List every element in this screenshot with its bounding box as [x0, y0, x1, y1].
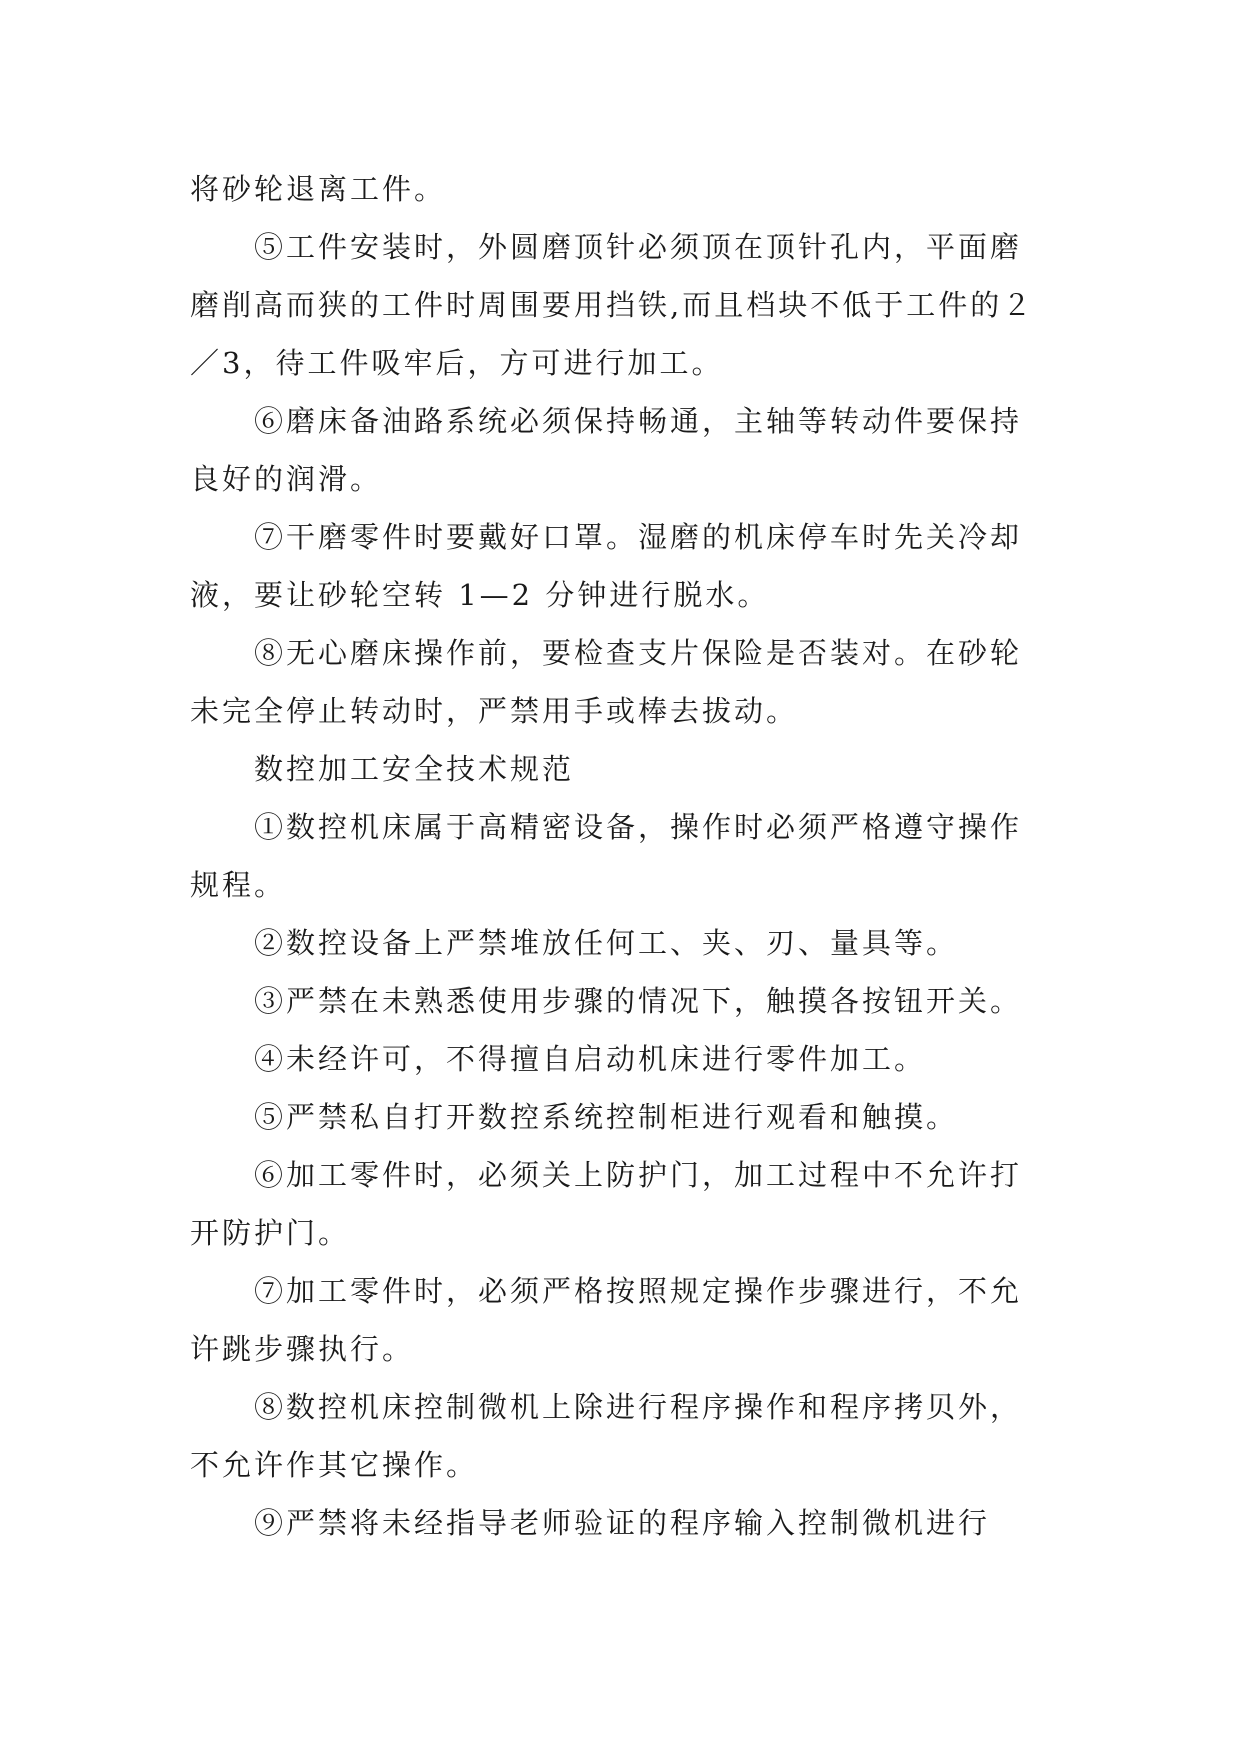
text-line: 许跳步骤执行。	[190, 1332, 415, 1366]
text-line: ⑦加工零件时，必须严格按照规定操作步骤进行，不允	[254, 1274, 1023, 1308]
text-line: 规程。	[190, 868, 287, 902]
text-line: ⑨严禁将未经指导老师验证的程序输入控制微机进行	[254, 1506, 991, 1540]
text-line: ⑥磨床备油路系统必须保持畅通，主轴等转动件要保持	[254, 404, 1023, 438]
text-line: 液，要让砂轮空转 1—2 分钟进行脱水。	[190, 578, 770, 612]
text-line: ③严禁在未熟悉使用步骤的情况下，触摸各按钮开关。	[254, 984, 1023, 1018]
text-line: 开防护门。	[190, 1216, 351, 1250]
text-line: ⑦干磨零件时要戴好口罩。湿磨的机床停车时先关冷却	[254, 520, 1023, 554]
text-line: ／3，待工件吸牢后，方可进行加工。	[190, 346, 724, 380]
text-line: ⑥加工零件时，必须关上防护门，加工过程中不允许打	[254, 1158, 1023, 1192]
text-line: 磨削高而狭的工件时周围要用挡铁,而且档块不低于工件的２	[190, 288, 1035, 322]
text-line: 数控加工安全技术规范	[254, 752, 575, 786]
text-line: ②数控设备上严禁堆放任何工、夹、刃、量具等。	[254, 926, 959, 960]
text-line: 良好的润滑。	[190, 462, 383, 496]
text-line: ⑤工件安装时，外圆磨顶针必须顶在顶针孔内，平面磨	[254, 230, 1023, 264]
text-line: ⑧无心磨床操作前，要检查支片保险是否装对。在砂轮	[254, 636, 1023, 670]
text-line: ①数控机床属于高精密设备，操作时必须严格遵守操作	[254, 810, 1023, 844]
text-line: ④未经许可，不得擅自启动机床进行零件加工。	[254, 1042, 927, 1076]
text-line: ⑤严禁私自打开数控系统控制柜进行观看和触摸。	[254, 1100, 959, 1134]
text-line: ⑧数控机床控制微机上除进行程序操作和程序拷贝外，	[254, 1390, 1023, 1424]
document-body	[190, 160, 1060, 1552]
text-line: 不允许作其它操作。	[190, 1448, 479, 1482]
text-line: 将砂轮退离工件。	[190, 172, 447, 206]
text-line: 未完全停止转动时，严禁用手或棒去拔动。	[190, 694, 799, 728]
